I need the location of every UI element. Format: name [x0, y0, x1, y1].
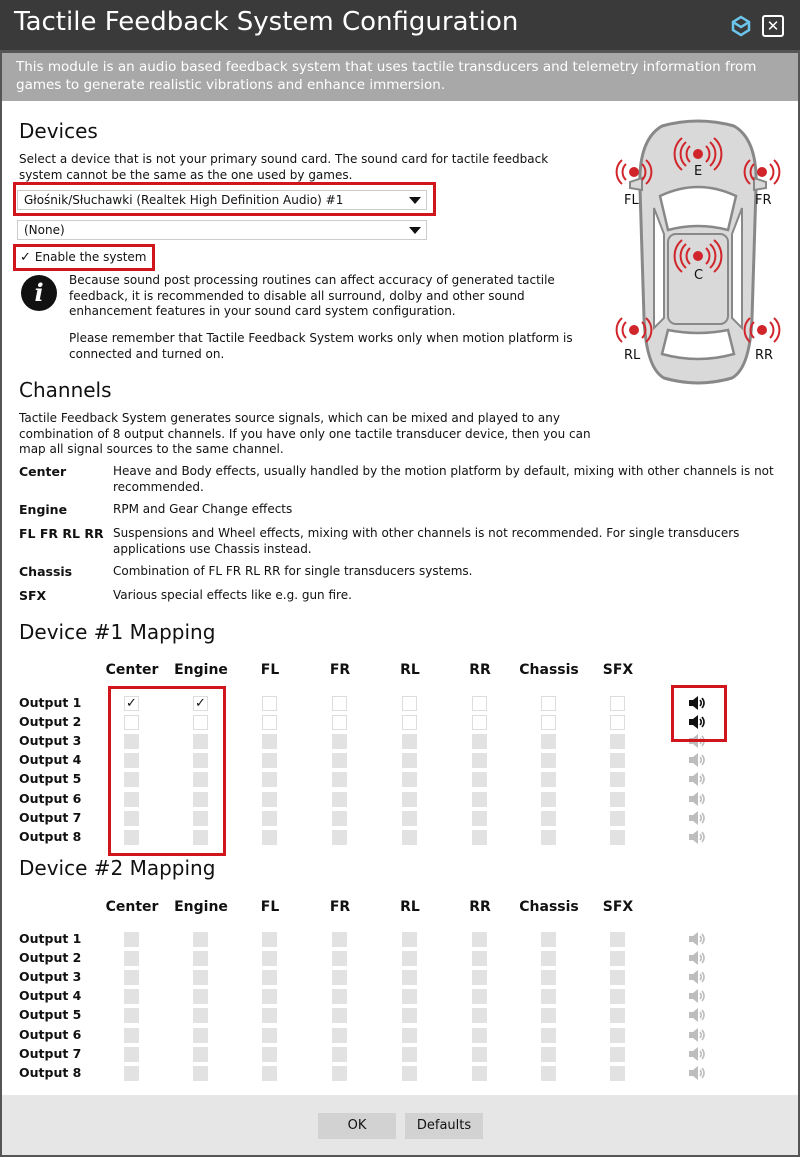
- channel-name: FL FR RL RR: [19, 526, 104, 541]
- mapping2-checkbox: [402, 970, 417, 985]
- defaults-button[interactable]: Defaults: [405, 1113, 483, 1139]
- info-text-2: Please remember that Tactile Feedback System works only when motion platform is connected and turned on.: [69, 331, 573, 361]
- mapping2-checkbox: [541, 970, 556, 985]
- channel-name: Chassis: [19, 564, 73, 579]
- mapping1-row-label: Output 7: [19, 809, 82, 825]
- mapping1-checkbox: [610, 753, 625, 768]
- mapping1-col-header: Chassis: [519, 662, 579, 678]
- channel-desc: RPM and Gear Change effects: [113, 502, 293, 516]
- speaker-icon: [687, 752, 707, 768]
- mapping1-checkbox[interactable]: [610, 696, 625, 711]
- mapping2-checkbox: [472, 951, 487, 966]
- chevron-down-icon: [409, 227, 421, 234]
- mapping1-checkbox: [262, 830, 277, 845]
- mapping1-heading: Device #1 Mapping: [19, 620, 216, 644]
- mapping1-checkbox: [124, 734, 139, 749]
- mapping2-checkbox: [193, 1008, 208, 1023]
- mapping1-checkbox: [610, 772, 625, 787]
- mapping1-checkbox: [402, 772, 417, 787]
- mapping1-col-header: RL: [400, 662, 420, 678]
- mapping1-checkbox: [402, 792, 417, 807]
- mapping1-checkbox[interactable]: [402, 715, 417, 730]
- mapping2-col-header: RR: [469, 899, 491, 915]
- mapping2-checkbox: [541, 932, 556, 947]
- mapping1-checkbox[interactable]: ✓: [193, 696, 208, 711]
- mapping2-checkbox: [541, 1066, 556, 1081]
- channel-name: SFX: [19, 588, 47, 603]
- mapping2-row-label: Output 3: [19, 969, 82, 985]
- mapping1-checkbox: [193, 811, 208, 826]
- mapping1-checkbox[interactable]: [124, 715, 139, 730]
- mapping2-checkbox: [332, 1047, 347, 1062]
- mapping2-checkbox: [262, 932, 277, 947]
- mapping2-checkbox: [472, 1047, 487, 1062]
- mapping1-checkbox: [124, 753, 139, 768]
- mapping2-checkbox: [541, 1028, 556, 1043]
- mapping2-heading: Device #2 Mapping: [19, 856, 216, 880]
- mapping1-checkbox[interactable]: [541, 715, 556, 730]
- speaker-icon[interactable]: [687, 714, 707, 730]
- mapping1-checkbox: [472, 811, 487, 826]
- mapping2-checkbox: [472, 970, 487, 985]
- mapping2-checkbox: [124, 1047, 139, 1062]
- mapping2-checkbox: [610, 1008, 625, 1023]
- chevron-down-icon: [409, 197, 421, 204]
- mapping2-checkbox: [402, 1066, 417, 1081]
- mapping2-checkbox: [262, 989, 277, 1004]
- mapping2-checkbox: [541, 989, 556, 1004]
- mapping1-col-header: Engine: [174, 662, 228, 678]
- mapping2-row-label: Output 6: [19, 1026, 82, 1042]
- mapping2-checkbox: [193, 1047, 208, 1062]
- mapping1-checkbox: [541, 792, 556, 807]
- mapping2-checkbox: [262, 1066, 277, 1081]
- mapping1-checkbox: [332, 772, 347, 787]
- mapping1-col-header: SFX: [602, 662, 634, 678]
- mapping2-checkbox: [193, 951, 208, 966]
- mapping1-checkbox: [610, 811, 625, 826]
- mapping1-checkbox: [402, 753, 417, 768]
- mapping2-checkbox: [193, 989, 208, 1004]
- mapping2-checkbox: [402, 989, 417, 1004]
- mapping2-checkbox: [541, 951, 556, 966]
- info-icon: i: [21, 275, 57, 311]
- mapping2-checkbox: [193, 1066, 208, 1081]
- mapping1-checkbox: [402, 734, 417, 749]
- mapping1-checkbox: [193, 830, 208, 845]
- mapping2-checkbox: [402, 1028, 417, 1043]
- mapping1-checkbox[interactable]: [262, 696, 277, 711]
- mapping2-checkbox: [402, 932, 417, 947]
- mapping2-checkbox: [332, 932, 347, 947]
- mapping2-checkbox: [541, 1008, 556, 1023]
- mapping1-checkbox: [262, 734, 277, 749]
- speaker-icon: [687, 1046, 707, 1062]
- mapping1-checkbox: [193, 772, 208, 787]
- channel-name: Engine: [19, 502, 68, 517]
- footer-bar: [2, 1095, 798, 1155]
- mapping2-checkbox: [124, 989, 139, 1004]
- speaker-icon: [687, 771, 707, 787]
- mapping1-checkbox[interactable]: [262, 715, 277, 730]
- car-diagram: [612, 118, 784, 386]
- mapping1-checkbox[interactable]: [541, 696, 556, 711]
- mapping2-row-label: Output 7: [19, 1045, 82, 1061]
- mapping2-checkbox: [332, 951, 347, 966]
- mapping2-checkbox: [610, 932, 625, 947]
- mapping1-col-header: Center: [105, 662, 159, 678]
- mapping2-checkbox: [332, 1028, 347, 1043]
- mapping1-checkbox: [541, 753, 556, 768]
- mapping1-checkbox: [332, 734, 347, 749]
- mapping1-checkbox[interactable]: [402, 696, 417, 711]
- mapping2-checkbox: [332, 989, 347, 1004]
- mapping1-checkbox: [402, 811, 417, 826]
- mapping2-col-header: Chassis: [519, 899, 579, 915]
- mapping1-checkbox[interactable]: [472, 715, 487, 730]
- mapping2-checkbox: [262, 1047, 277, 1062]
- mapping1-checkbox[interactable]: [332, 715, 347, 730]
- mapping1-col-header: FL: [260, 662, 280, 678]
- mapping2-row-label: Output 1: [19, 931, 82, 946]
- mapping1-checkbox: [332, 811, 347, 826]
- mapping2-row-label: Output 8: [19, 1064, 82, 1080]
- mapping1-col-header: RR: [469, 662, 491, 678]
- mapping2-col-header: RL: [400, 899, 420, 915]
- mapping1-checkbox[interactable]: [610, 715, 625, 730]
- mapping1-checkbox[interactable]: [193, 715, 208, 730]
- mapping2-checkbox: [332, 970, 347, 985]
- mapping2-checkbox: [332, 1066, 347, 1081]
- car-label-c: C: [694, 268, 704, 283]
- mapping1-checkbox: [541, 734, 556, 749]
- mapping2-col-header: FR: [329, 899, 351, 915]
- car-label-rr: RR: [755, 348, 774, 363]
- mapping2-checkbox: [472, 989, 487, 1004]
- mapping1-checkbox: [472, 753, 487, 768]
- mapping2-checkbox: [262, 1008, 277, 1023]
- mapping1-checkbox: [332, 830, 347, 845]
- mapping1-checkbox: [124, 830, 139, 845]
- speaker-icon: [687, 810, 707, 826]
- car-label-e: E: [694, 164, 703, 179]
- mapping2-checkbox: [472, 1028, 487, 1043]
- channel-name: Center: [19, 464, 67, 479]
- close-icon[interactable]: ✕: [762, 15, 784, 37]
- mapping2-row-label: Output 4: [19, 988, 82, 1004]
- mapping2-row-label: Output 2: [19, 950, 82, 966]
- speaker-icon: [687, 791, 707, 807]
- mapping2-checkbox: [610, 951, 625, 966]
- mapping2-checkbox: [124, 932, 139, 947]
- mapping1-checkbox: [124, 772, 139, 787]
- channel-desc: Heave and Body effects, usually handled by the motion platform by default, mixing with other channels is not recommended.: [113, 464, 774, 494]
- mapping2-col-header: Center: [105, 899, 159, 915]
- window-title: Tactile Feedback System Configuration: [14, 7, 519, 37]
- mapping1-checkbox: [472, 772, 487, 787]
- mapping1-col-header: FR: [329, 662, 351, 678]
- car-label-fr: FR: [755, 193, 772, 208]
- ok-button[interactable]: OK: [318, 1113, 396, 1139]
- mapping2-checkbox: [610, 1066, 625, 1081]
- speaker-icon: [687, 1065, 707, 1081]
- mapping2-checkbox: [610, 970, 625, 985]
- mapping2-checkbox: [332, 1008, 347, 1023]
- car-label-rl: RL: [624, 348, 641, 363]
- mapping1-row-label: Output 1: [19, 695, 82, 710]
- mapping1-checkbox: [610, 830, 625, 845]
- mapping2-checkbox: [193, 932, 208, 947]
- speaker-icon: [687, 988, 707, 1004]
- car-label-fl: FL: [624, 193, 639, 208]
- device2-select-value: (None): [24, 223, 65, 237]
- mapping2-checkbox: [472, 1008, 487, 1023]
- mapping2-checkbox: [124, 970, 139, 985]
- speaker-icon: [687, 1027, 707, 1043]
- mapping1-checkbox: [402, 830, 417, 845]
- mapping2-checkbox: [472, 1066, 487, 1081]
- mapping1-checkbox: [262, 792, 277, 807]
- devices-description: Select a device that is not your primary sound card. The sound card for tactile feedback system cannot be the same as the one used by games.: [19, 152, 549, 182]
- description-banner: This module is an audio based feedback system that uses tactile transducers and telemetry information from games to generate realistic vibrations and enhance immersion.: [2, 53, 798, 101]
- title-bar: [0, 0, 800, 50]
- mapping2-col-header: SFX: [602, 899, 634, 915]
- channel-desc: Combination of FL FR RL RR for single transducers systems.: [113, 564, 473, 578]
- mapping1-checkbox[interactable]: ✓: [124, 696, 139, 711]
- speaker-icon: [687, 931, 707, 947]
- mapping2-checkbox: [262, 970, 277, 985]
- mapping2-checkbox: [402, 951, 417, 966]
- mapping1-checkbox: [262, 772, 277, 787]
- mapping2-checkbox: [541, 1047, 556, 1062]
- mapping2-checkbox: [402, 1008, 417, 1023]
- speaker-icon: [687, 1007, 707, 1023]
- mapping1-row-label: Output 2: [19, 714, 82, 730]
- mapping2-checkbox: [610, 1028, 625, 1043]
- speaker-icon: [687, 950, 707, 966]
- mapping1-checkbox: [193, 792, 208, 807]
- device1-select-value: Głośnik/Słuchawki (Realtek High Definition Audio) #1: [24, 193, 344, 207]
- mapping2-checkbox: [262, 951, 277, 966]
- app-logo-icon[interactable]: [730, 15, 752, 37]
- mapping1-checkbox: [193, 753, 208, 768]
- mapping1-checkbox[interactable]: [472, 696, 487, 711]
- mapping1-checkbox: [541, 830, 556, 845]
- device1-select[interactable]: [17, 190, 427, 210]
- mapping2-checkbox: [610, 989, 625, 1004]
- mapping2-checkbox: [193, 970, 208, 985]
- devices-heading: Devices: [19, 119, 98, 143]
- mapping2-row-label: Output 5: [19, 1007, 82, 1023]
- mapping1-checkbox: [332, 792, 347, 807]
- mapping2-checkbox: [472, 932, 487, 947]
- mapping2-checkbox: [124, 1008, 139, 1023]
- enable-system-label: Enable the system: [34, 250, 147, 264]
- speaker-icon[interactable]: [687, 695, 707, 711]
- mapping1-row-label: Output 4: [19, 752, 82, 768]
- mapping2-col-header: FL: [260, 899, 280, 915]
- mapping1-checkbox: [610, 792, 625, 807]
- mapping1-row-label: Output 8: [19, 828, 82, 844]
- mapping1-checkbox: [472, 792, 487, 807]
- mapping1-checkbox: [610, 734, 625, 749]
- speaker-icon: [687, 733, 707, 749]
- mapping1-checkbox: [332, 753, 347, 768]
- device2-select[interactable]: [17, 220, 427, 240]
- mapping2-checkbox: [124, 1066, 139, 1081]
- mapping1-row-label: Output 5: [19, 771, 82, 787]
- mapping1-checkbox: [472, 734, 487, 749]
- mapping1-checkbox: [262, 811, 277, 826]
- mapping2-checkbox: [124, 1028, 139, 1043]
- channels-heading: Channels: [19, 378, 112, 402]
- mapping2-checkbox: [402, 1047, 417, 1062]
- mapping1-checkbox[interactable]: [332, 696, 347, 711]
- enable-system-checkbox[interactable]: [20, 250, 147, 266]
- speaker-icon: [687, 969, 707, 985]
- channel-desc: Various special effects like e.g. gun fire.: [113, 588, 352, 602]
- mapping1-checkbox: [193, 734, 208, 749]
- mapping1-checkbox: [472, 830, 487, 845]
- checkmark-icon: ✓: [20, 250, 31, 265]
- mapping2-checkbox: [610, 1047, 625, 1062]
- info-text-1: Because sound post processing routines can affect accuracy of generated tactile feedback, it is recommended to disable all surround, dolby and other sound enhancement features in your sound card system configuration.: [69, 273, 555, 318]
- mapping1-checkbox: [262, 753, 277, 768]
- channel-desc: Suspensions and Wheel effects, mixing with other channels is not recommended. For single transducers applications use Chassis instead.: [113, 526, 740, 556]
- mapping2-checkbox: [193, 1028, 208, 1043]
- mapping2-checkbox: [262, 1028, 277, 1043]
- mapping1-checkbox: [541, 811, 556, 826]
- mapping1-row-label: Output 6: [19, 790, 82, 806]
- mapping1-checkbox: [124, 792, 139, 807]
- speaker-icon: [687, 829, 707, 845]
- mapping2-col-header: Engine: [174, 899, 228, 915]
- channels-description: Tactile Feedback System generates source signals, which can be mixed and played to any combination of 8 output channels. If you have only one tactile transducer device, then you can map all signal sources to the same channel.: [19, 411, 591, 456]
- mapping1-row-label: Output 3: [19, 733, 82, 749]
- mapping1-checkbox: [124, 811, 139, 826]
- mapping1-checkbox: [541, 772, 556, 787]
- mapping2-checkbox: [124, 951, 139, 966]
